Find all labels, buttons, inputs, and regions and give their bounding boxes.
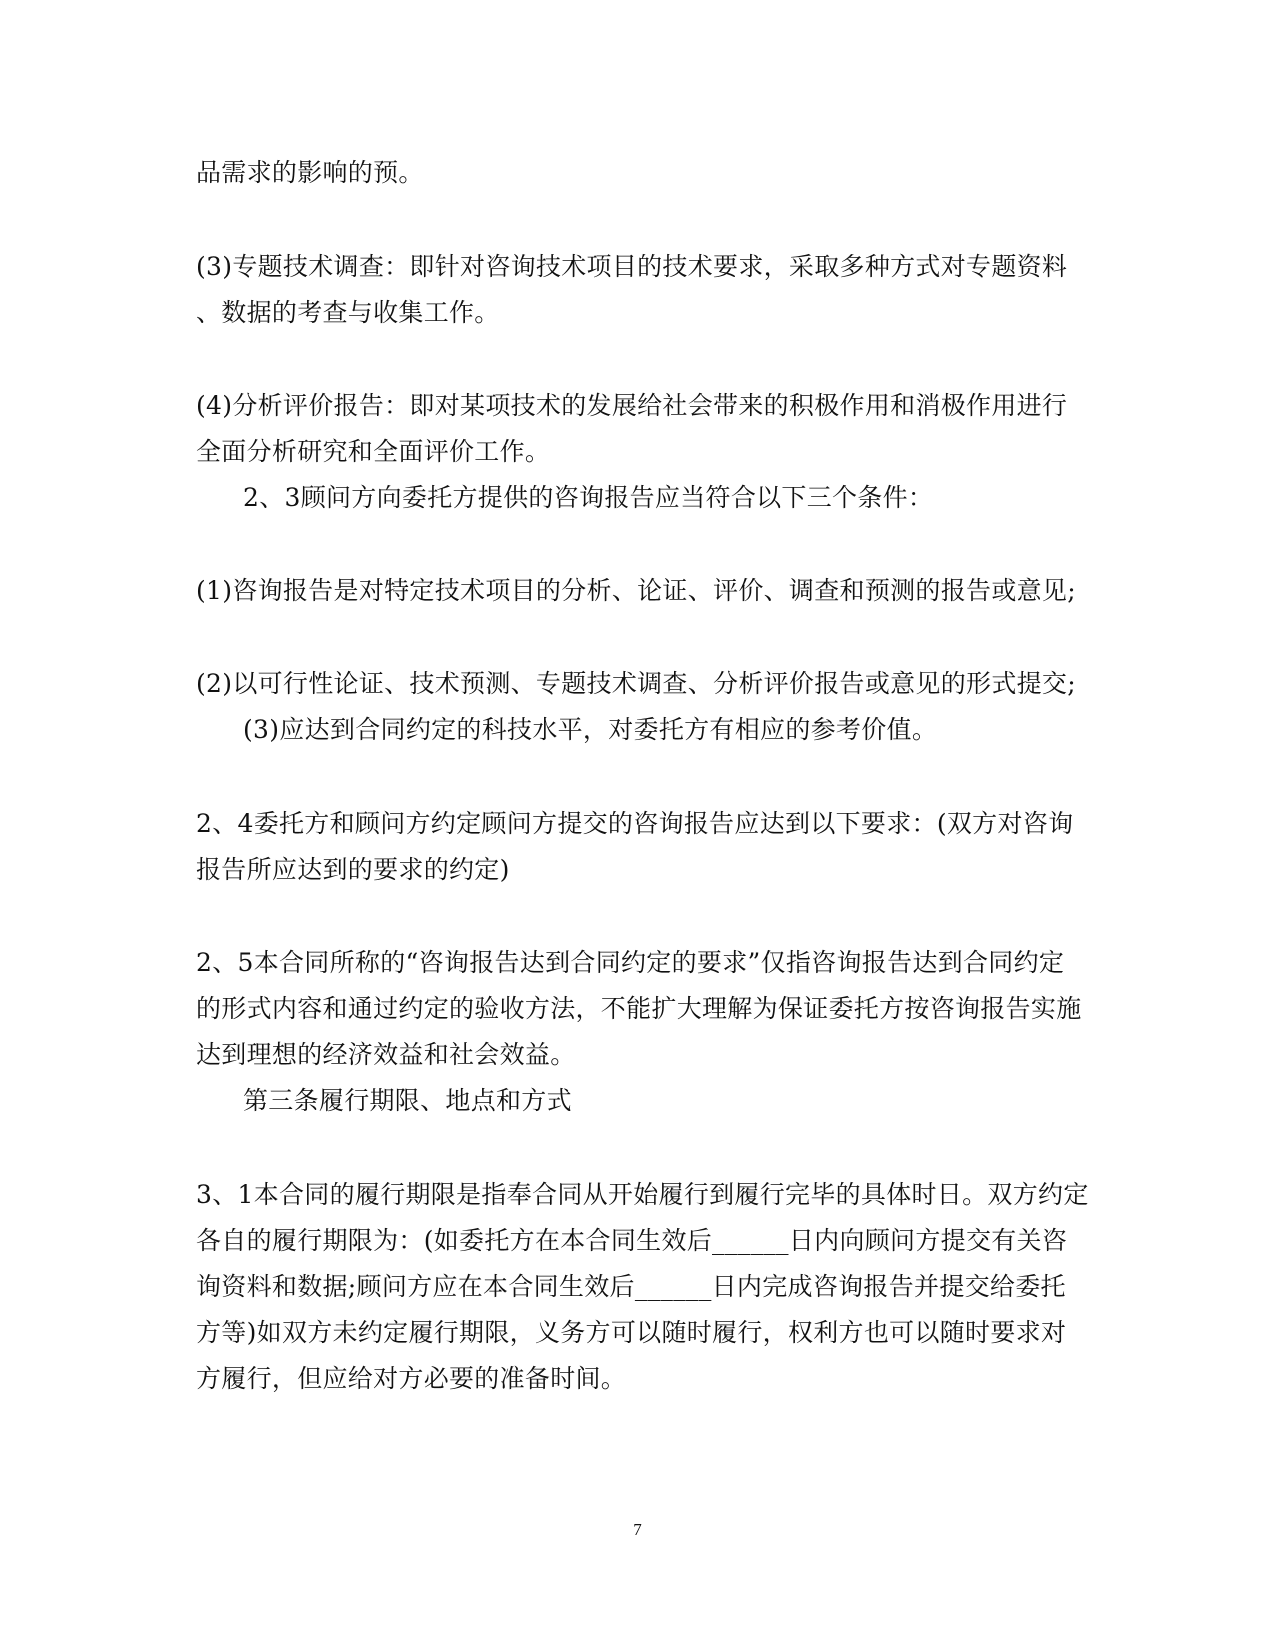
paragraph-line: (3)应达到合同约定的科技水平，对委托方有相应的参考价值。 xyxy=(243,715,938,744)
paragraph-line: 询资料和数据;顾问方应在本合同生效后______日内完成咨询报告并提交给委托 xyxy=(196,1272,1066,1301)
paragraph-line: 的形式内容和通过约定的验收方法，不能扩大理解为保证委托方按咨询报告实施 xyxy=(196,994,1082,1023)
paragraph-line: 达到理想的经济效益和社会效益。 xyxy=(196,1040,576,1069)
paragraph-line: 方等)如双方未约定履行期限，义务方可以随时履行，权利方也可以随时要求对 xyxy=(196,1318,1067,1347)
paragraph-line: (1)咨询报告是对特定技术项目的分析、论证、评价、调查和预测的报告或意见; xyxy=(196,576,1076,605)
paragraph-line: 、数据的考查与收集工作。 xyxy=(196,298,500,327)
paragraph-line: 品需求的影响的预。 xyxy=(196,158,424,187)
page-number: 7 xyxy=(633,1520,642,1539)
paragraph-line: 2、4委托方和顾问方约定顾问方提交的咨询报告应达到以下要求：(双方对咨询 xyxy=(196,809,1074,838)
paragraph-line: (2)以可行性论证、技术预测、专题技术调查、分析评价报告或意见的形式提交; xyxy=(196,669,1076,698)
paragraph-line: 3、1本合同的履行期限是指奉合同从开始履行到履行完毕的具体时日。双方约定 xyxy=(196,1180,1089,1209)
paragraph-line: 2、5本合同所称的“咨询报告达到合同约定的要求”仅指咨询报告达到合同约定 xyxy=(196,948,1065,977)
section-heading: 第三条履行期限、地点和方式 xyxy=(243,1086,572,1115)
paragraph-line: 各自的履行期限为：(如委托方在本合同生效后______日内向顾问方提交有关咨 xyxy=(196,1226,1068,1255)
paragraph-line: (4)分析评价报告：即对某项技术的发展给社会带来的积极作用和消极作用进行 xyxy=(196,391,1068,420)
section-heading: 2、3顾问方向委托方提供的咨询报告应当符合以下三个条件： xyxy=(243,483,934,512)
paragraph-line: 全面分析研究和全面评价工作。 xyxy=(196,437,551,466)
paragraph-line: 方履行，但应给对方必要的准备时间。 xyxy=(196,1364,627,1393)
paragraph-line: (3)专题技术调查：即针对咨询技术项目的技术要求，采取多种方式对专题资料 xyxy=(196,252,1068,281)
paragraph-line: 报告所应达到的要求的约定) xyxy=(196,855,510,884)
